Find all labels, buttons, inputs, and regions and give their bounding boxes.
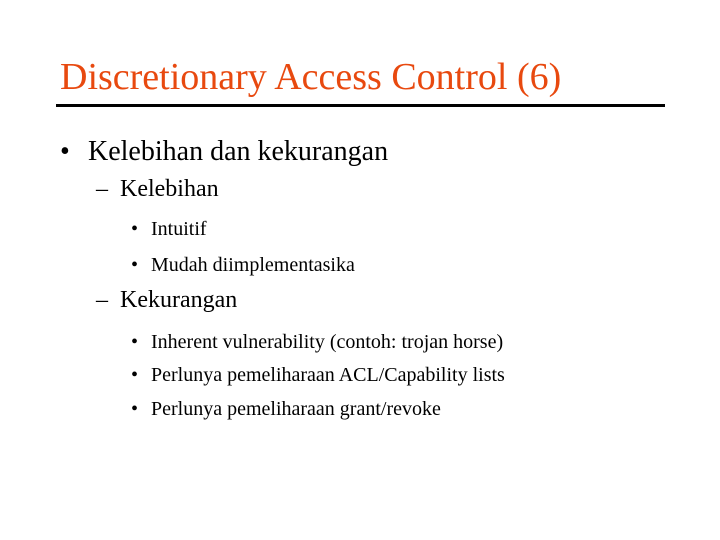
bullet-text: Kelebihan dan kekurangan <box>88 136 389 167</box>
list-item <box>131 362 505 388</box>
list-item-text: Intuitif <box>151 218 207 240</box>
dash-icon: – <box>96 287 108 313</box>
list-item-text: Inherent vulnerability (contoh: trojan horse) <box>151 331 504 353</box>
list-item <box>131 216 207 242</box>
dash-icon: – <box>96 176 108 202</box>
list-item-text: Perlunya pemeliharaan ACL/Capability lists <box>151 364 505 386</box>
slide-title: Discretionary Access Control (6) <box>60 56 562 98</box>
subheading-text: Kelebihan <box>120 176 219 202</box>
list-item <box>131 252 355 278</box>
title-underline <box>56 104 665 107</box>
bullet-dot-icon: • <box>60 136 70 167</box>
list-item-text: Mudah diimplementasika <box>151 254 355 276</box>
bullet-dot-icon: • <box>131 218 139 240</box>
bullet-dot-icon: • <box>131 398 139 420</box>
subheading-kelebihan <box>96 174 219 204</box>
list-item <box>131 329 503 355</box>
bullet-dot-icon: • <box>131 331 139 353</box>
list-item-text: Perlunya pemeliharaan grant/revoke <box>151 398 441 420</box>
bullet-dot-icon: • <box>131 254 139 276</box>
bullet-level1 <box>60 134 388 170</box>
subheading-text: Kekurangan <box>120 287 238 313</box>
list-item <box>131 396 441 422</box>
bullet-dot-icon: • <box>131 364 139 386</box>
subheading-kekurangan <box>96 285 237 315</box>
